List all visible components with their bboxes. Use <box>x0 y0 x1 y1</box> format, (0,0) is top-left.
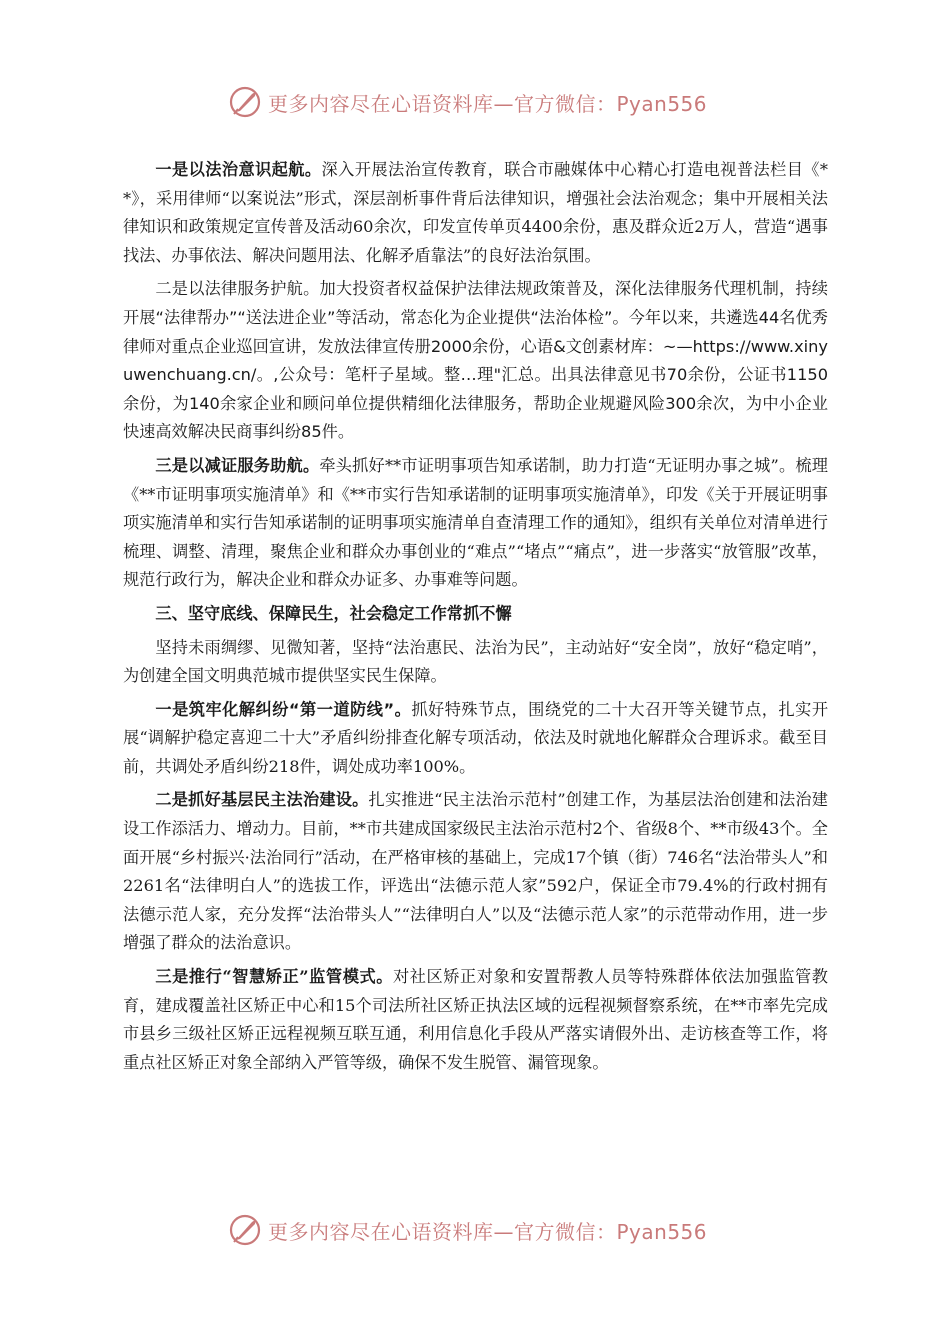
paragraph-body: 抓好特殊节点，围绕党的二十大召开等关键节点，扎实开展“调解护稳定喜迎二十大”矛盾纠纷排查化解专项活动，依法及时就地化解群众合理诉求。截至目前，共调处矛盾纠纷218件，调处成功率100%。 <box>123 699 829 776</box>
section-heading: 三、坚守底线、保障民生，社会稳定工作常抓不懈 <box>155 603 512 623</box>
paragraph-body: 对社区矫正对象和安置帮教人员等特殊群体依法加强监管教育，建成覆盖社区矫正中心和15个司法所社区矫正执法区域的远程视频督察系统，在**市率先完成市县乡三级社区矫正远程视频互联互通，利用信息化手段从严落实请假外出、走访核查等工作，将重点社区矫正对象全部纳入严管等级，确保不发生脱管、漏管现象。 <box>123 967 828 1072</box>
paragraph-lead: 一是以法治意识起航。 <box>155 160 322 179</box>
paragraph-grassroots-democracy <box>123 786 828 958</box>
paragraph-body: 扎实推进“民主法治示范村”创建工作，为基层法治创建和法治建设工作添活力、增动力。目前，**市共建成国家级民主法治示范村2个、省级8个、**市级43个。全面开展“乡村振兴·法治同行”活动，在严格审核的基础上，完成17个镇（街）746名“法治带头人”和2261名“法律明白人”的选拔工作，评选出“法德示范人家”592户，保证全市79.4%的行政村拥有法德示范人家，充分发挥“法治带头人”“法律明白人”以及“法德示范人家”的示范带动作用，进一步增强了群众的法治意识。 <box>123 790 828 953</box>
paragraph-certificate-reduction <box>123 452 828 595</box>
paragraph-legal-awareness <box>123 156 828 270</box>
paragraph-section-intro <box>123 634 828 691</box>
paragraph-smart-correction <box>123 963 828 1077</box>
paragraph-body: 二是以法律服务护航。加大投资者权益保护法律法规政策普及，深化法律服务代理机制，持续开展“法律帮办”“送法进企业”等活动，常态化为企业提供“法治体检”。今年以来，共遴选44名优秀律师对重点企业巡回宣讲，发放法律宣传册2000余份，心语&文创素材库：~—https://www.xinyuwenchuang.cn/。,公众号：笔杆子星域。整…理"汇总。出具法律意见书70余份，公证书1150余份，为140余家企业和顾问单位提供精细化法律服务，帮助企业规避风险300余次，为中小企业快速高效解决民商事纠纷85件。 <box>123 279 828 442</box>
paragraph-lead: 一是筑牢化解纠纷“第一道防线”。 <box>155 699 412 719</box>
paragraph-dispute-resolution <box>123 696 828 782</box>
document-body <box>123 156 828 1082</box>
paragraph-body: 牵头抓好**市证明事项告知承诺制，助力打造“无证明办事之城”。梳理《**市证明事项实施清单》和《**市实行告知承诺制的证明事项实施清单》，印发《关于开展证明事项实施清单和实行告知承诺制的证明事项实施清单自查清理工作的通知》，组织有关单位对清单进行梳理、调整、清理，聚焦企业和群众办事创业的“难点”“堵点”“痛点”，进一步落实“放管服”改革，规范行政行为，解决企业和群众办证多、办事难等问题。 <box>123 455 828 590</box>
paragraph-body: 坚持未雨绸缪、见微知著，坚持“法治惠民、法治为民”，主动站好“安全岗”，放好“稳定哨”，为创建全国文明典范城市提供坚实民生保障。 <box>123 637 828 686</box>
paragraph-body: 深入开展法治宣传教育，联合市融媒体中心精心打造电视普法栏目《**》，采用律师“以案说法”形式，深层剖析事件背后法律知识，增强社会法治观念；集中开展相关法律知识和政策规定宣传普及活动60余次，印发宣传单页4400余份，惠及群众近2万人，营造“遇事找法、办事依法、解决问题用法、化解矛盾靠法”的良好法治氛围。 <box>123 160 829 265</box>
footer-banner <box>228 1210 728 1250</box>
banner-text: 更多内容尽在心语资料库—官方微信：Pyan556 <box>268 91 708 116</box>
banner-text: 更多内容尽在心语资料库—官方微信：Pyan556 <box>268 1219 708 1244</box>
paragraph-lead: 二是抓好基层民主法治建设。 <box>155 790 369 810</box>
paragraph-lead: 三是推行“智慧矫正”监管模式。 <box>155 967 393 987</box>
paragraph-lead: 三是以减证服务助航。 <box>155 455 320 475</box>
quill-pen-logo-icon <box>228 85 262 119</box>
quill-pen-logo-icon <box>228 1213 262 1247</box>
header-banner <box>228 82 728 122</box>
paragraph-legal-service <box>123 275 828 447</box>
